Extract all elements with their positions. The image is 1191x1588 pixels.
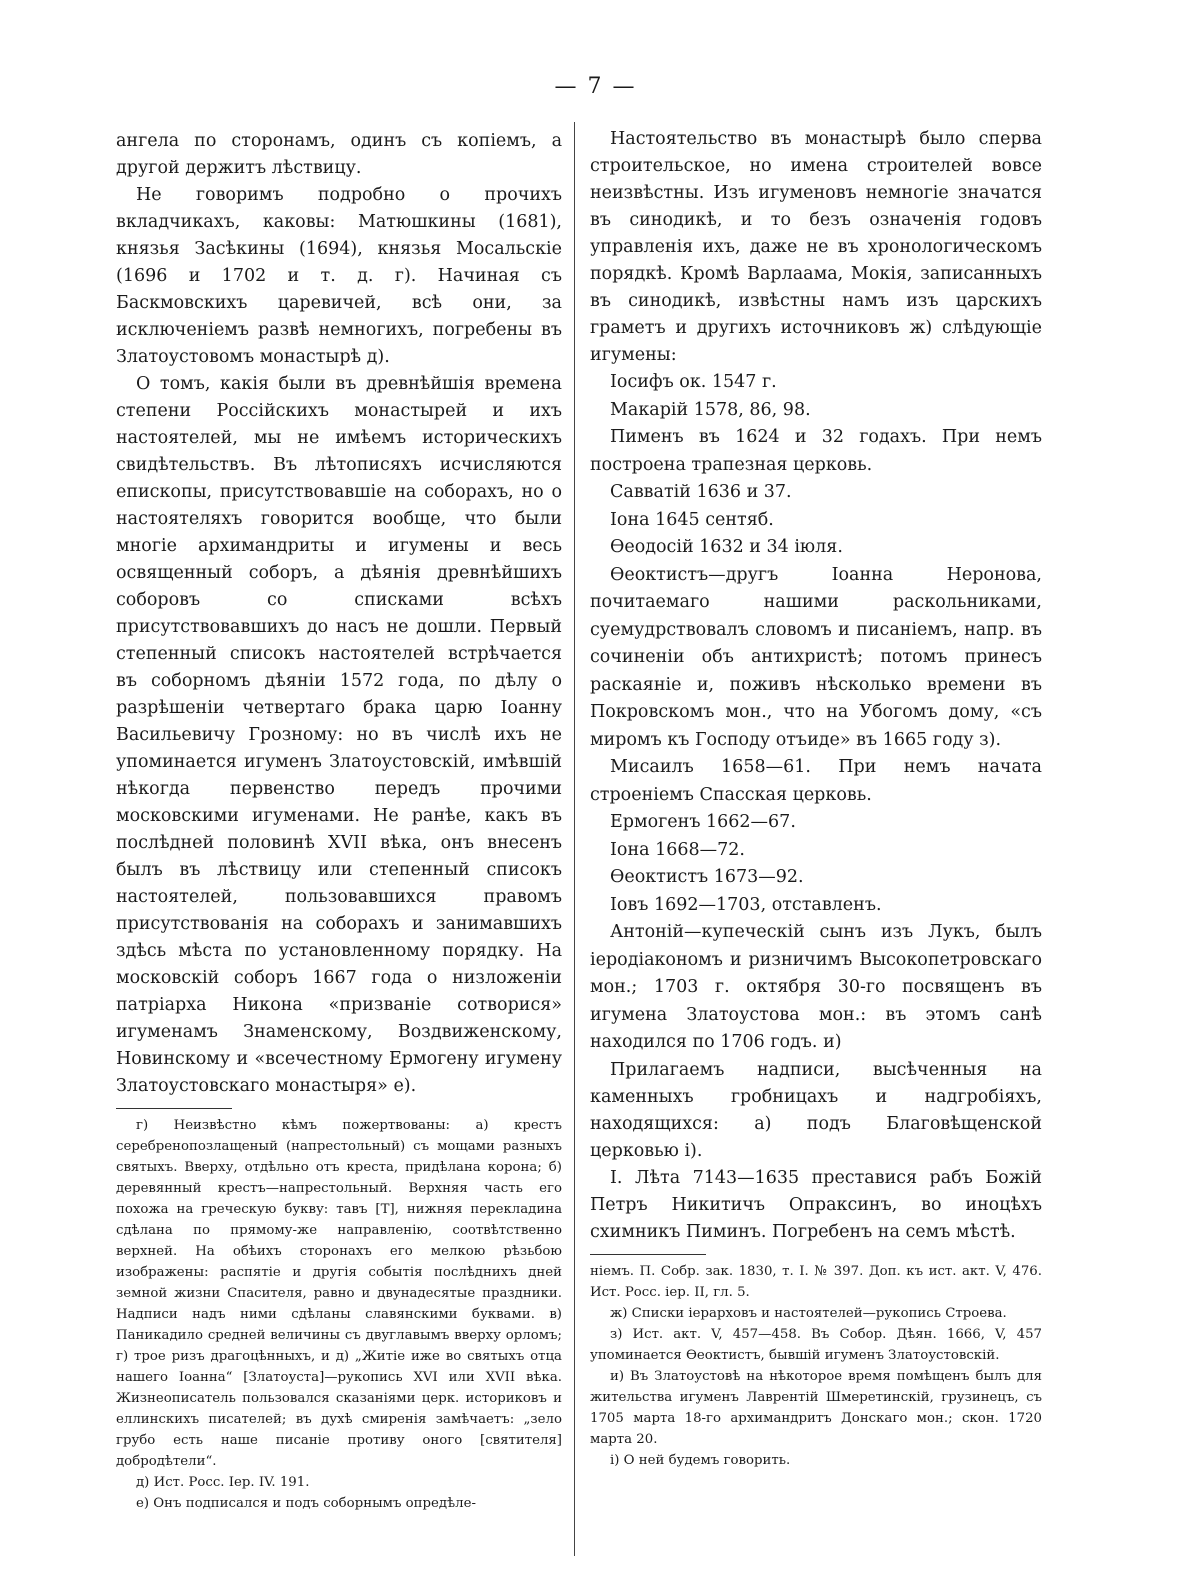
footnote: ніемъ. П. Собр. зак. 1830, т. I. № 397. Доп. къ ист. акт. V, 476. Ист. Росс. іер. II, гл. 5.	[590, 1263, 1042, 1300]
inscription: I. Лѣта 7143—1635 преставися рабъ Божій Петръ Никитичъ Опраксинъ, во иноцѣхъ схимникъ Пиминъ. Погребенъ на семъ мѣстѣ.	[590, 1167, 1042, 1242]
right-column	[590, 126, 1042, 1471]
list-item: Ермогенъ 1662—67.	[610, 812, 796, 832]
list-item: Савватій 1636 и 37.	[610, 482, 792, 502]
list-item: Макарій 1578, 86, 98.	[610, 399, 811, 420]
list-item: Мисаилъ 1658—61. При немъ начата строеніемъ Спасская церковь.	[590, 757, 1042, 805]
column-divider	[574, 122, 575, 1556]
paragraph: Не говоримъ подробно о прочихъ вкладчикахъ, каковы: Матюшкины (1681), князья Засѣкины (1694), князья Мосальскіе (1696 и 1702 и т. д. г). Начиная съ Баскмовскихъ царевичей, всѣ они, за исключеніемъ развѣ немногихъ, погребены въ Златоустовомъ монастырѣ д).	[116, 185, 562, 367]
footnote: і) О ней будемъ говорить.	[610, 1452, 791, 1468]
paragraph: О томъ, какія были въ древнѣйшія времена степени Россійскихъ монастырей и ихъ настоятелей, мы не имѣемъ историческихъ свидѣтельствъ. Въ лѣтописяхъ исчисляются епископы, присутствовавшіе на соборахъ, но о настоятеляхъ говорится вообще, что были многіе архимандриты и игумены и весь освященный соборъ, а дѣянія древнѣйшихъ соборовъ со списками всѣхъ присутствовавшихъ до насъ не дошли. Первый степенный списокъ настоятелей встрѣчается въ соборномъ дѣяніи 1572 года, по дѣлу о разрѣшеніи четвертаго брака царю Іоанну Васильевичу Грозному: но въ числѣ ихъ не упоминается игуменъ Златоустовскій, имѣвшій нѣкогда первенство передъ прочими московскими игуменами. Не ранѣе, какъ въ послѣдней половинѣ XVII вѣка, онъ внесенъ былъ въ лѣствицу или степенный списокъ настоятелей, пользовавшихся правомъ присутствованія на соборахъ и занимавшихъ здѣсь мѣста по установленному порядку. На московскій соборъ 1667 года о низложеніи патріарха Никона «призваніе сотворися» игуменамъ Знаменскому, Воздвиженскому, Новинскому и «всечестному Ермогену игумену Златоустовскаго монастыря» е).	[116, 374, 562, 1096]
list-item: Антоній—купеческій сынъ изъ Лукъ, былъ іеродіакономъ и ризничимъ Высокопетровскаго мон.; 1703 г. октября 30-го посвященъ въ игумена Златоустова мон.: въ этомъ санѣ находился по 1706 годъ. и)	[590, 922, 1042, 1052]
left-main-text	[116, 128, 562, 1100]
list-item: Ѳеодосій 1632 и 34 іюля.	[610, 537, 843, 557]
left-column	[116, 128, 562, 1514]
list-item: Ѳеоктистъ 1673—92.	[610, 867, 804, 887]
footnote: е) Онъ подписался и подъ соборнымъ опредѣле-	[136, 1496, 476, 1511]
footnote: г) Неизвѣстно кѣмъ пожертвованы: а) крестъ серебренопозлащеный (напрестольный) съ мощами разныхъ святыхъ. Вверху, отдѣльно отъ креста, придѣлана корона; б) деревянный крестъ—напрестольный. Верхняя часть его похожа на греческую букву: тавъ [Т], нижняя перекладина сдѣлана по прямому-же направленію, соотвѣтственно верхней. На обѣихъ сторонахъ его мелкою рѣзьбою изображены: распятіе и другія событія послѣднихъ дней земной жизни Спасителя, равно и двунадесятые праздники. Надписи надъ ними сдѣланы славянскими буквами. в) Паникадило средней величины съ двуглавымъ вверху орломъ; г) трое ризъ драгоцѣнныхъ, и д) „Житіе иже во святыхъ отца нашего Іоанна“ [Златоуста]—рукопись XVI или XVII вѣка. Жизнеописатель пользовался сказаніями церк. историковъ и еллинскихъ писателей; въ духѣ смиренія замѣчаетъ: „зело грубо есть наше писаніе противу оного [святителя] добродѣтели“.	[116, 1118, 562, 1469]
footnote: д) Ист. Росс. Іер. IV. 191.	[136, 1475, 310, 1490]
list-item: Іосифъ ок. 1547 г.	[610, 372, 777, 392]
right-footnotes	[590, 1261, 1042, 1471]
right-closing-text	[590, 1057, 1042, 1165]
list-item: Іовъ 1692—1703, отставленъ.	[610, 894, 882, 915]
left-footnotes	[116, 1115, 562, 1514]
abbot-list	[590, 369, 1042, 1057]
footnote: з) Ист. акт. V, 457—458. Въ Собор. Дѣян. 1666, V, 457 упоминается Ѳеоктистъ, бывшій игуменъ Златоустовскій.	[590, 1326, 1042, 1363]
footnote: ж) Списки іерарховъ и настоятелей—рукопись Строева.	[610, 1305, 1007, 1321]
list-item: Пименъ въ 1624 и 32 годахъ. При немъ построена трапезная церковь.	[590, 427, 1042, 475]
page-number: — 7 —	[554, 74, 637, 99]
footnote-rule	[590, 1254, 706, 1255]
footnote: и) Въ Златоустовѣ на нѣкоторое время помѣщенъ былъ для жительства игуменъ Лаврентій Шмеретинскій, грузинецъ, съ 1705 марта 18-го архимандритъ Донскаго мон.; скон. 1720 марта 20.	[590, 1368, 1042, 1447]
list-item: Іона 1645 сентяб.	[610, 509, 774, 530]
paragraph: ангела по сторонамъ, одинъ съ копіемъ, а другой держитъ лѣствицу.	[116, 131, 562, 178]
paragraph: Настоятельство въ монастырѣ было сперва строительское, но имена строителей вовсе неизвѣстны. Изъ игуменовъ немногіе значатся въ синодикѣ, и то безъ означенія годовъ управленія ихъ, даже не въ хронологическомъ порядкѣ. Кромѣ Варлаама, Мокія, записанныхъ въ синодикѣ, извѣстны намъ изъ царскихъ граметъ и другихъ источниковъ ж) слѣдующіе игумены:	[590, 129, 1042, 365]
list-item: Ѳеоктистъ—другъ Іоанна Неронова, почитаемаго нашими раскольниками, суемудрствовалъ словомъ и писаніемъ, напр. въ сочиненіи объ антихристѣ; потомъ принесъ раскаяніе и, поживъ нѣсколько времени въ Покровскомъ мон., что на Убогомъ дому, «съ миромъ къ Господу отъиде» въ 1665 году з).	[590, 564, 1042, 750]
paragraph: Прилагаемъ надписи, высѣченныя на каменныхъ гробницахъ и надгробіяхъ, находящихся: а) подъ Благовѣщенской церковью і).	[590, 1059, 1042, 1161]
right-main-text	[590, 126, 1042, 369]
list-item: Іона 1668—72.	[610, 839, 745, 860]
footnote-rule	[116, 1108, 232, 1109]
